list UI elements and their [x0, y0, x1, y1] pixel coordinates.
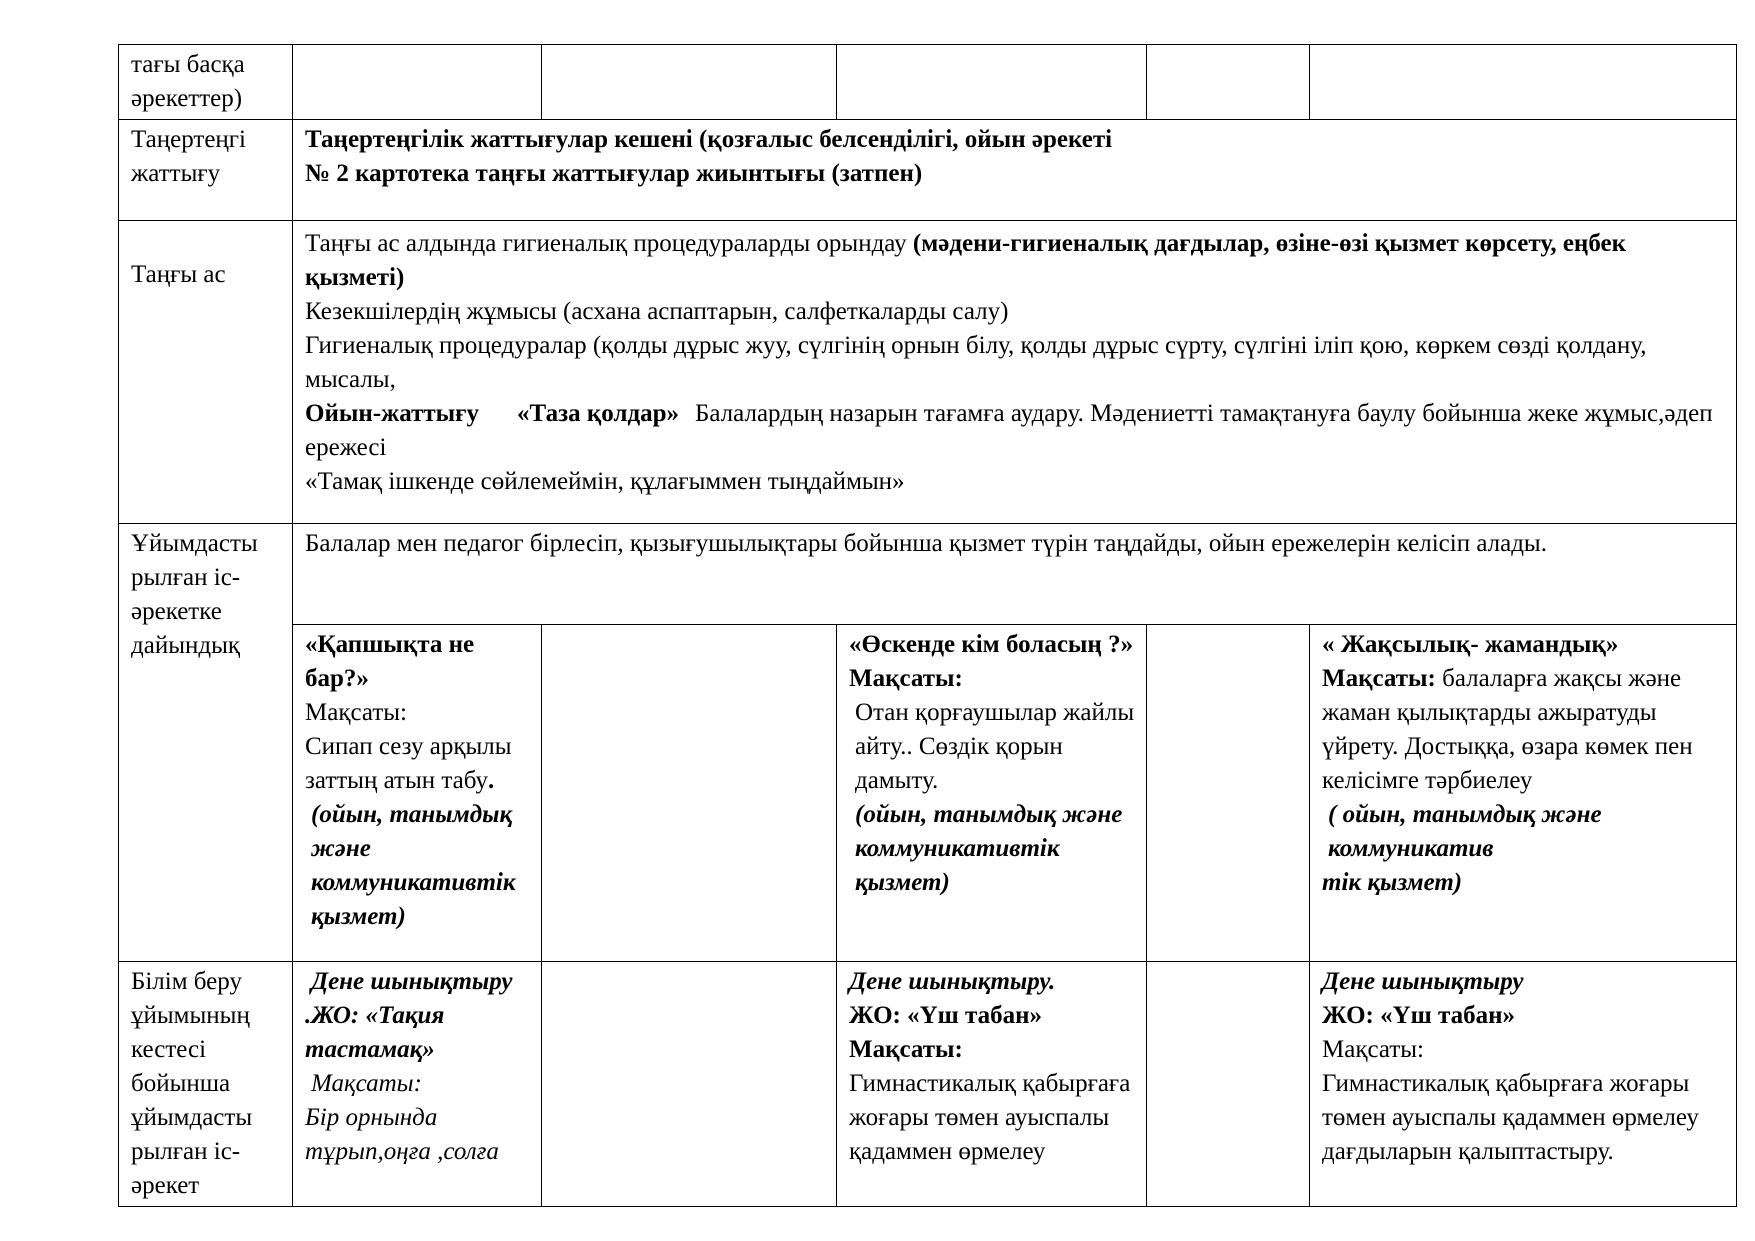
goal-label: Мақсаты: — [849, 665, 963, 692]
exercise-line: Таңертеңгілік жаттығулар кешені (қозғалыс белсенділігі, ойын әрекеті — [305, 126, 1113, 153]
breakfast-content-cell — [293, 221, 1737, 524]
row-label: Білім беру ұйымының кестесі бойынша ұйымдасты рылған іс-әрекет — [131, 968, 253, 1199]
row-preparation-intro — [119, 524, 1737, 625]
row-label: Таңғы ас — [131, 261, 226, 288]
goal-label: Мақсаты: — [1322, 1036, 1424, 1063]
empty-cell — [1310, 45, 1737, 120]
schedule-cell-1 — [293, 962, 542, 1207]
activity-type: (ойын, танымдық және коммуникативтік қызмет) — [311, 801, 516, 930]
goal-text: Отан қорғаушылар жайлы айту.. Сөздік қорын дамыту. — [855, 699, 1135, 794]
game-title: «Қапшықта не бар?» — [305, 631, 475, 692]
breakfast-duty-line: Кезекшілердің жұмысы (асхана аспаптарын, салфеткаларды салу) — [305, 298, 1009, 325]
empty-cell — [542, 625, 837, 962]
game-title: « Жақсылық- жамандық» — [1322, 631, 1619, 658]
breakfast-paragraph — [305, 227, 1727, 295]
goal-label: Мақсаты: — [311, 1070, 422, 1097]
subject-title: Дене шынықтыру. — [849, 968, 1056, 995]
row-label-cell — [119, 524, 293, 962]
row-label: Ұйымдасты рылған іс-әрекетке дайындық — [131, 530, 258, 659]
plan-table — [118, 44, 1737, 1207]
breakfast-game-line — [305, 397, 1727, 465]
activity-type: ( ойын, танымдық және коммуникатив — [1328, 801, 1602, 862]
row-breakfast — [119, 221, 1737, 524]
row-label: тағы басқа әрекеттер) — [131, 51, 245, 112]
subject-title: Дене шынықтыру — [311, 968, 513, 995]
goal-label: Мақсаты: — [849, 1036, 963, 1063]
row-label-cell — [119, 45, 293, 120]
empty-cell — [293, 45, 542, 120]
empty-cell — [1147, 962, 1310, 1207]
goal-label: Мақсаты: — [1322, 665, 1436, 692]
preparation-intro-cell — [293, 524, 1737, 625]
subject-title: Дене шынықтыру — [1322, 968, 1524, 995]
game-cell-5 — [1310, 625, 1737, 962]
breakfast-skills: (мәдени-гигиеналық дағдылар, өзіне-өзі қызмет көрсету, еңбек қызметі) — [305, 230, 1627, 291]
movement-game: ЖО: «Үш табан» — [1322, 1002, 1516, 1029]
empty-cell — [542, 45, 837, 120]
empty-cell — [1147, 45, 1310, 120]
game-title: «Таза қолдар» — [517, 400, 680, 427]
goal-text: Гимнастикалық қабырғаға жоғары төмен ауыспалы қадаммен өрмелеу — [849, 1070, 1131, 1165]
game-title: «Өскенде кім боласың ?» — [849, 631, 1134, 658]
schedule-cell-3 — [837, 962, 1147, 1207]
empty-cell — [837, 45, 1147, 120]
activity-type: (ойын, танымдық және коммуникативтік қызмет) — [855, 801, 1123, 896]
row-label-cell — [119, 221, 293, 524]
game-label: Ойын-жаттығу — [305, 400, 480, 427]
goal-text: балаларға жақсы және жаман қылықтарды ажыратуды үйрету. Достыққа, өзара көмек пен келісімге тәрбиелеу — [1322, 665, 1693, 794]
goal-text: Сипап сезу арқылы заттың атын табу — [305, 733, 512, 794]
row-schedule — [119, 962, 1737, 1207]
empty-cell — [1147, 625, 1310, 962]
row-preparation-games — [119, 625, 1737, 962]
goal-text: Гимнастикалық қабырғаға жоғары төмен ауыспалы қадаммен өрмелеу дағдыларын қалыптастыру. — [1322, 1070, 1699, 1165]
breakfast-text: Таңғы ас алдында гигиеналық процедураларды орындау — [305, 230, 913, 257]
preparation-intro: Балалар мен педагог бірлесіп, қызығушылықтары бойынша қызмет түрін таңдайды, ойын ережелерін келісіп алады. — [305, 530, 1547, 557]
game-cell-3 — [837, 625, 1147, 962]
row-other-activities — [119, 45, 1737, 120]
breakfast-hygiene-line: Гигиеналық процедуралар (қолды дұрыс жуу, сүлгінің орнын білу, қолды дұрыс сүрту, сүлгіні іліп қою, көркем сөзді қолдану, мысалы, — [305, 332, 1647, 393]
exercise-content-cell — [293, 120, 1737, 221]
breakfast-rule-line: «Тамақ ішкенде сөйлемеймін, құлағыммен тыңдаймын» — [305, 468, 905, 495]
row-label: Таңертеңгі жаттығу — [131, 126, 246, 187]
movement-game: ЖО: «Үш табан» — [849, 1002, 1043, 1029]
schedule-cell-5 — [1310, 962, 1737, 1207]
game-cell-1 — [293, 625, 542, 962]
empty-cell — [542, 962, 837, 1207]
movement-game: .ЖО: «Тақия тастамақ» — [305, 1002, 445, 1063]
goal-dot: . — [488, 767, 495, 794]
game-description: Балалардың назарын тағамға аудару. Мәдениетті тамақтануға баулу бойынша жеке жұмыс,әдеп ережесі — [305, 400, 1713, 461]
row-label-cell — [119, 962, 293, 1207]
goal-label: Мақсаты: — [305, 699, 407, 726]
activity-type-cont: тік қызмет) — [1322, 869, 1463, 896]
row-label-cell — [119, 120, 293, 221]
exercise-card-line: № 2 картотека таңғы жаттығулар жиынтығы (затпен) — [305, 160, 923, 187]
goal-text: Бір орнында тұрып,оңға ,солға — [305, 1104, 499, 1165]
row-morning-exercise — [119, 120, 1737, 221]
